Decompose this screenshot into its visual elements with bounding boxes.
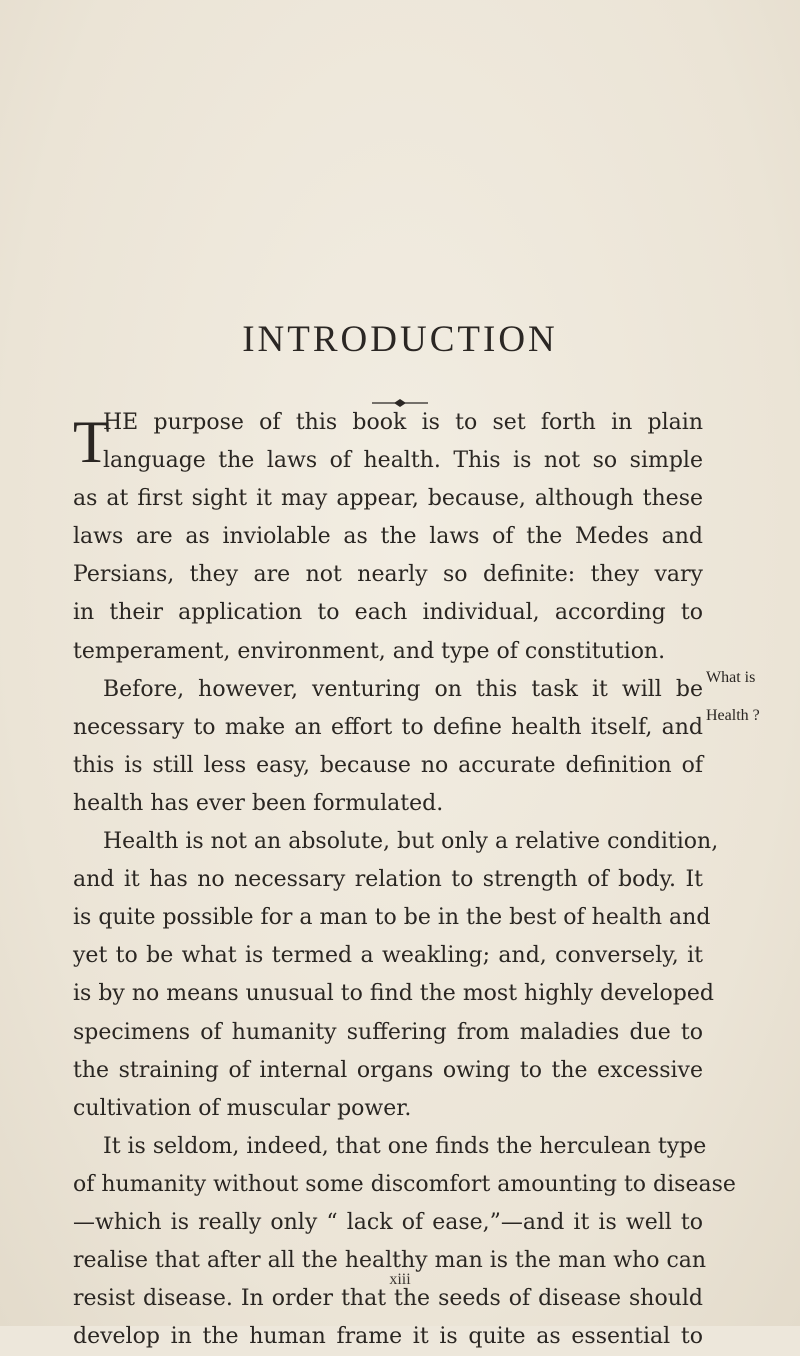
text-line: health has ever been formulated.: [73, 790, 444, 816]
body-text: [73, 404, 736, 1356]
first-line-text: HE purpose of this book is to set forth in plain: [103, 410, 703, 435]
text-line: the straining of internal organs owing to the excessive: [73, 1057, 703, 1083]
text-line: temperament, environment, and type of constitution.: [73, 638, 666, 664]
text-line: realise that after all the healthy man is the man who can: [73, 1248, 707, 1274]
text-line: specimens of humanity suffering from maladies due to: [73, 1019, 703, 1045]
margin-note-line: Health ?: [706, 707, 760, 724]
text-line: Health is not an absolute, but only a relative condition,: [103, 829, 719, 855]
text-line: It is seldom, indeed, that one finds the herculean type: [103, 1133, 707, 1159]
text-line: this is still less easy, because no accurate definition of: [73, 752, 703, 778]
text-line: of humanity without some discomfort amounting to disease: [73, 1171, 736, 1197]
text-line: yet to be what is termed a weakling; and, conversely, it: [73, 943, 703, 969]
text-line: —which is really only “ lack of ease,”—and it is well to: [73, 1209, 703, 1235]
page-number: xiii: [389, 1271, 411, 1288]
text-line: laws are as inviolable as the laws of the Medes and: [73, 524, 703, 550]
text-line: in their application to each individual, according to: [73, 600, 703, 626]
drop-cap: T: [73, 409, 110, 475]
text-line: is quite possible for a man to be in the best of health and: [73, 905, 711, 931]
text-line: as at first sight it may appear, because, although these: [73, 486, 703, 512]
chapter-title: INTRODUCTION: [242, 319, 558, 360]
text-line: cultivation of muscular power.: [73, 1095, 412, 1121]
text-line: necessary to make an effort to define health itself, and: [73, 714, 703, 740]
text-line: language the laws of health. This is not so simple: [103, 448, 703, 474]
text-line: develop in the human frame it is quite as essential to: [73, 1324, 703, 1350]
text-line: Persians, they are not nearly so definite: they vary: [73, 562, 703, 588]
text-line: resist disease. In order that the seeds of disease should: [73, 1286, 703, 1312]
text-line: and it has no necessary relation to strength of body. It: [73, 867, 703, 893]
text-line: is by no means unusual to find the most highly developed: [73, 981, 714, 1007]
text-line: Before, however, venturing on this task it will be: [103, 676, 703, 702]
margin-note-line: What is: [706, 669, 756, 686]
